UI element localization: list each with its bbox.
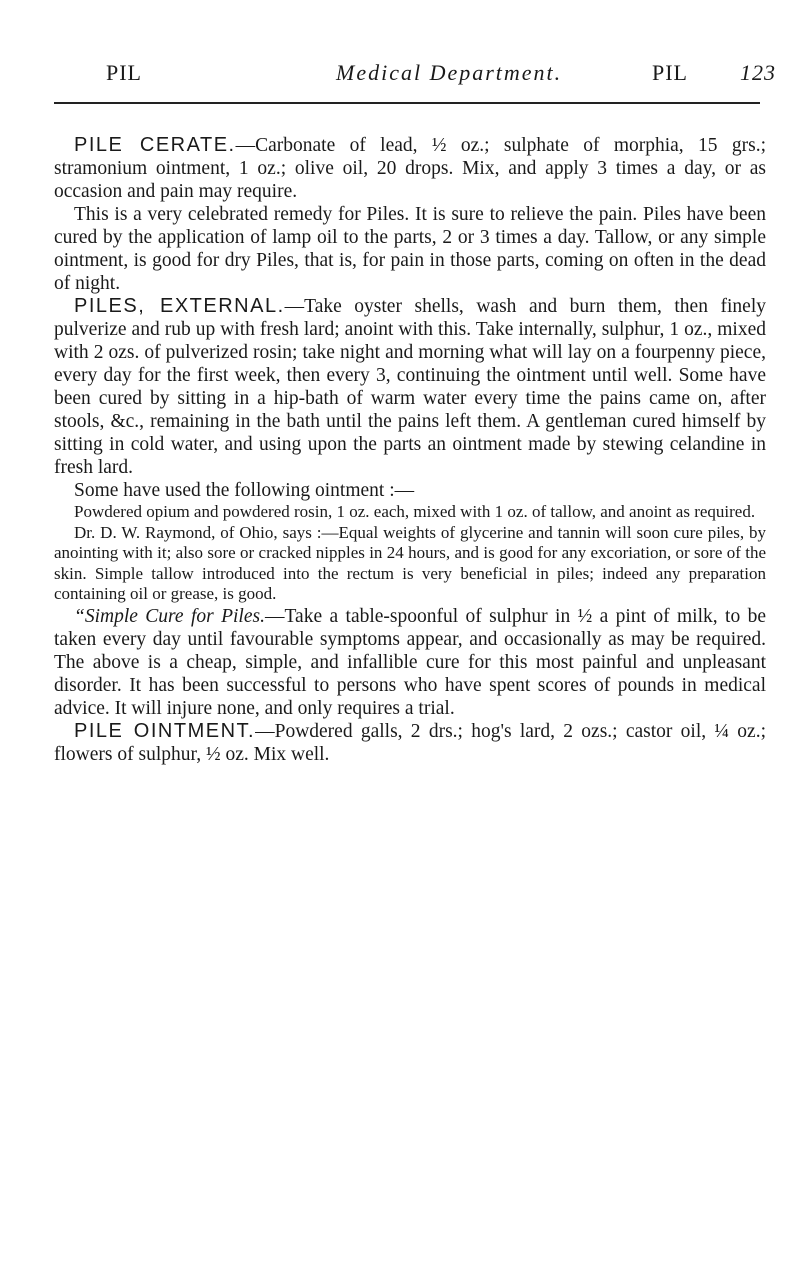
paragraph-text: This is a very celebrated remedy for Piles. It is sure to relieve the pain. Piles have been cured by the application of lamp oil to the parts, 2 or 3 times a day. Tallow, or any simple ointment, is good for dry Piles, that is, for pain in those parts, coming on often in the dead of night. [54,204,766,294]
entry-heading: PILE CERATE. [74,134,236,156]
page-number: 123 [740,60,776,85]
entry-piles-external [54,295,766,479]
entry-text: —Take oyster shells, wash and burn them, then finely pulverize and rub up with fresh lard; anoint with this. Take internally, sulphur, 1 oz., mixed with 2 ozs. of pulverized rosin; take night and morning what will lay on a fourpenny piece, every day for the first week, then every 3, continuing the ointment until well. Some have been cured by sitting in a hip-bath of warm water every time the pains came on, after stools, &c., remaining in the bath until the pains left them. A gentleman cured himself by sitting in cold water, and using upon the parts an ointment made by stewing celandine in fresh lard. [54,296,766,478]
recipe-opium-rosin [54,502,766,523]
entry-pile-ointment [54,720,766,766]
entry-text: —Carbonate of lead, ½ oz.; sulphate of morphia, 15 grs.; stramonium ointment, 1 oz.; olive oil, 20 drops. Mix, and apply 3 times a day, or as occasion and pain may require. [54,135,766,202]
paragraph-text: Some have used the following ointment :— [74,480,415,501]
header-rule [54,102,760,104]
entry-pile-cerate [54,134,766,203]
entry-heading: PILE OINTMENT. [74,719,256,742]
paragraph-text: Dr. D. W. Raymond, of Ohio, says :—Equal weights of glycerine and tannin will soon cure piles, by anointing with it; also sore or cracked nipples in 24 hours, and is good for any excoriation, or sore of the skin. Simple tallow introduced into the rectum is very beneficial in piles; indeed any preparation containing oil or grease, is good. [54,522,766,603]
entry-italic-heading: “Simple Cure for Piles. [74,605,265,627]
paragraph-text: Powdered opium and powdered rosin, 1 oz. each, mixed with 1 oz. of tallow, and anoint as required. [74,502,756,521]
running-head-left: PIL [106,60,142,85]
entry-text: —Powdered galls, 2 drs.; hog's lard, 2 ozs.; castor oil, ¼ oz.; flowers of sulphur, ½ oz. Mix well. [54,720,766,765]
running-head-right: PIL [652,60,688,85]
paragraph-celebrated-remedy [54,203,766,295]
entry-text: —Take a table-spoonful of sulphur in ½ a pint of milk, to be taken every day until favourable symptoms appear, and occasionally as may be required. The above is a cheap, simple, and infallible cure for this most painful and unpleasant disorder. It has been successful to persons who have spent scores of pounds in medical advice. It will injure none, and only requires a trial. [54,605,766,719]
running-head [54,60,776,90]
entry-simple-cure [54,605,766,720]
running-head-title: Medical Department. [336,60,563,85]
page-body [54,134,766,766]
paragraph-following-ointment [54,479,766,502]
entry-heading: PILES, EXTERNAL. [74,295,285,317]
quote-dr-raymond [54,523,766,605]
